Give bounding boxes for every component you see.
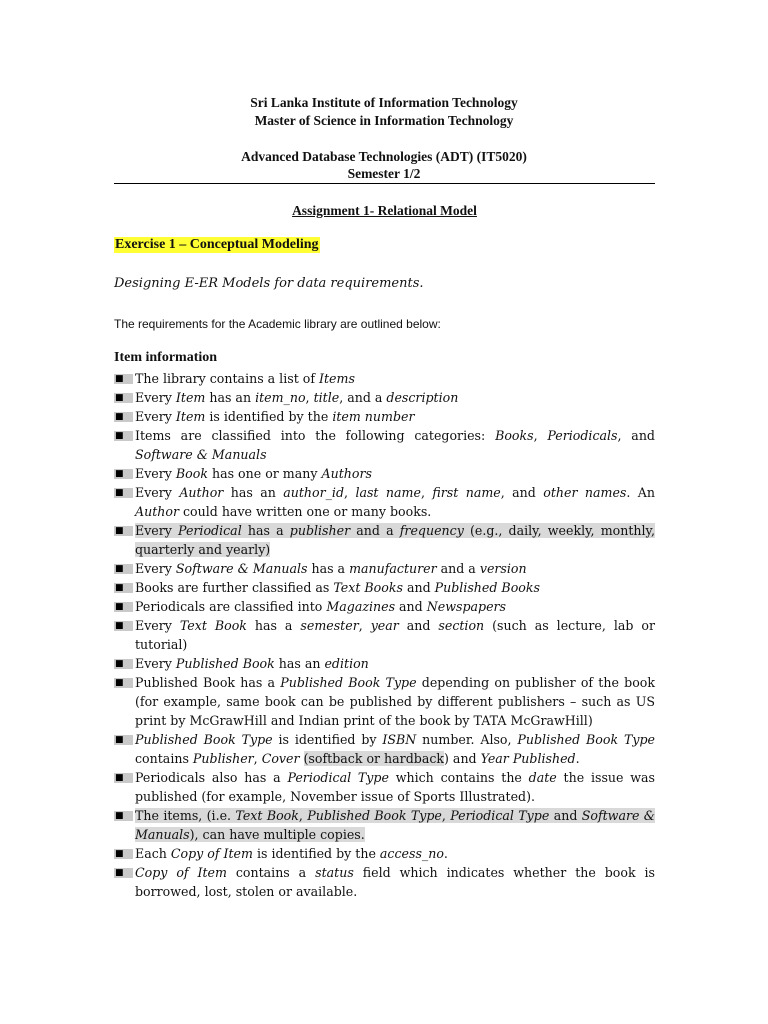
bullet-icon bbox=[114, 526, 133, 536]
bullet-icon bbox=[114, 849, 133, 859]
bullet-icon bbox=[114, 735, 133, 745]
bullet-icon bbox=[114, 659, 133, 669]
requirement-text: Every Item has an item_no, title, and a description bbox=[135, 390, 459, 405]
section-title: Item information bbox=[114, 350, 218, 365]
requirement-item bbox=[114, 388, 655, 407]
requirement-item bbox=[114, 844, 655, 863]
requirement-text: Every Periodical has a publisher and a frequency (e.g., daily, weekly, monthly, quarterly and yearly) bbox=[135, 523, 655, 557]
subtitle: Designing E-ER Models for data requirements. bbox=[114, 276, 424, 291]
bullet-icon bbox=[114, 583, 133, 593]
requirement-item bbox=[114, 483, 655, 521]
requirements-list bbox=[114, 369, 655, 901]
assignment-title: Assignment 1- Relational Model bbox=[292, 203, 477, 218]
bullet-icon bbox=[114, 469, 133, 479]
bullet-icon bbox=[114, 621, 133, 631]
bullet-icon bbox=[114, 678, 133, 688]
requirement-text: Published Book Type is identified by ISBN number. Also, Published Book Type contains Publisher, Cover (softback or hardback) and Year Published. bbox=[135, 732, 655, 766]
requirement-item bbox=[114, 806, 655, 844]
requirement-text: Every Software & Manuals has a manufacturer and a version bbox=[135, 561, 527, 576]
requirement-text: Items are classified into the following categories: Books, Periodicals, and Software & Manuals bbox=[135, 428, 655, 462]
intro-text: The requirements for the Academic library are outlined below: bbox=[114, 317, 441, 331]
requirement-text: Each Copy of Item is identified by the access_no. bbox=[135, 846, 448, 861]
requirement-text: Every Item is identified by the item number bbox=[135, 409, 415, 424]
requirement-item bbox=[114, 730, 655, 768]
exercise-title: Exercise 1 – Conceptual Modeling bbox=[115, 237, 319, 252]
bullet-icon bbox=[114, 431, 133, 441]
requirement-item bbox=[114, 369, 655, 388]
requirement-item bbox=[114, 673, 655, 730]
requirement-text: The library contains a list of Items bbox=[135, 371, 355, 386]
requirement-text: Every Text Book has a semester, year and section (such as lecture, lab or tutorial) bbox=[135, 618, 655, 652]
degree-name: Master of Science in Information Technology bbox=[254, 113, 514, 128]
semester-label: Semester 1/2 bbox=[347, 166, 421, 181]
header-divider bbox=[114, 183, 655, 184]
institute-name: Sri Lanka Institute of Information Technology bbox=[250, 95, 518, 110]
bullet-icon bbox=[114, 773, 133, 783]
requirement-text: Every Published Book has an edition bbox=[135, 656, 369, 671]
requirement-item bbox=[114, 559, 655, 578]
course-name: Advanced Database Technologies (ADT) (IT5020) bbox=[241, 149, 527, 164]
bullet-icon bbox=[114, 811, 133, 821]
requirement-text: Books are further classified as Text Books and Published Books bbox=[135, 580, 540, 595]
requirement-text: Every Book has one or many Authors bbox=[135, 466, 372, 481]
requirement-text: Periodicals are classified into Magazines and Newspapers bbox=[135, 599, 507, 614]
requirement-item bbox=[114, 578, 655, 597]
requirement-item bbox=[114, 616, 655, 654]
bullet-icon bbox=[114, 412, 133, 422]
requirement-item bbox=[114, 426, 655, 464]
requirement-text: The items, (i.e. Text Book, Published Book Type, Periodical Type and Software & Manuals), can have multiple copies. bbox=[135, 808, 656, 842]
requirement-item bbox=[114, 768, 655, 806]
requirement-item bbox=[114, 863, 655, 901]
bullet-icon bbox=[114, 374, 133, 384]
requirement-item bbox=[114, 521, 655, 559]
bullet-icon bbox=[114, 868, 133, 878]
requirement-item bbox=[114, 597, 655, 616]
requirement-text: Copy of Item contains a status field which indicates whether the book is borrowed, lost, stolen or available. bbox=[135, 865, 656, 899]
requirement-item bbox=[114, 407, 655, 426]
requirement-text: Every Author has an author_id, last name, first name, and other names. An Author could have written one or many books. bbox=[135, 485, 655, 519]
requirement-text: Periodicals also has a Periodical Type which contains the date the issue was published (for example, November issue of Sports Illustrated). bbox=[135, 770, 656, 804]
requirement-item bbox=[114, 464, 655, 483]
bullet-icon bbox=[114, 488, 133, 498]
requirement-text: Published Book has a Published Book Type depending on publisher of the book (for example, same book can be published by different publishers – such as US print by McGrawHill and Indian print of the book by TATA McGrawHill) bbox=[135, 675, 655, 728]
bullet-icon bbox=[114, 564, 133, 574]
bullet-icon bbox=[114, 393, 133, 403]
bullet-icon bbox=[114, 602, 133, 612]
requirement-item bbox=[114, 654, 655, 673]
